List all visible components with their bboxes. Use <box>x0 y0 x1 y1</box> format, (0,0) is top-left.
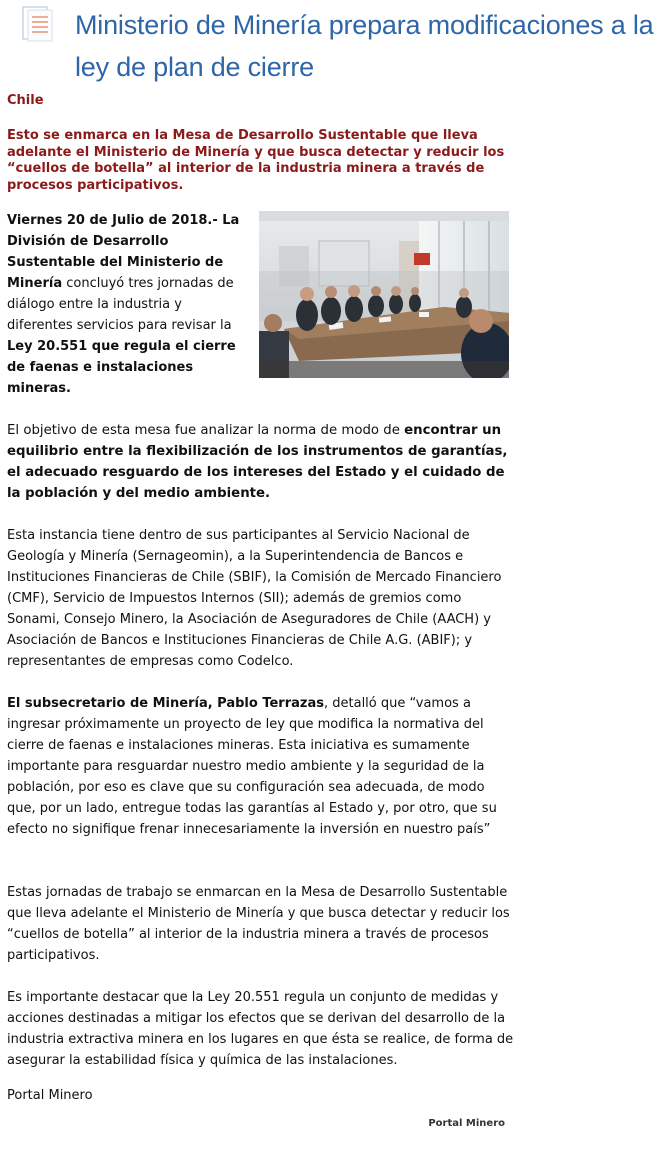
paragraph-objective <box>7 420 515 504</box>
intro-date-bold: Viernes 20 de Julio de 2018.- La División de Desarrollo Sustentable del Ministerio de Minería <box>7 213 240 291</box>
intro-text: concluyó tres jornadas de diálogo entre la industria y diferentes servicios para revisar la <box>7 276 234 333</box>
paragraph-law: Es importante destacar que la Ley 20.551 regula un conjunto de medidas y acciones destinadas a mitigar los efectos que se derivan del desarrollo de la industria extractiva minera en los lugares en que ésta se realice, de forma de asegurar la estabilidad física y química de las instalaciones. <box>7 990 514 1068</box>
objective-bold: encontrar un equilibrio entre la flexibilización de los instrumentos de garantías, el adecuado resguardo de los intereses del Estado y el cuidado de la población y del medio ambiente. <box>7 423 508 501</box>
intro-law-bold: Ley 20.551 que regula el cierre de faenas e instalaciones mineras. <box>7 339 236 396</box>
quote-text: , detalló que “vamos a ingresar próximamente un proyecto de ley que modifica la normativa del cierre de faenas e instalaciones mineras. Esta iniciativa es sumamente importante para resguardar nuestro medio ambiente y la seguridad de la población, por eso es clave que su configuración sea adecuada, de modo que, por un lado, entregue todas las garantías al Estado y, por otro, que su efecto no signifique frenar innecesariamente la inversión en nuestro país” <box>7 696 497 837</box>
meeting-photo <box>259 211 509 378</box>
paragraph-participants: Esta instancia tiene dentro de sus participantes al Servicio Nacional de Geología y Minería (Sernageomin), a la Superintendencia de Bancos e Instituciones Financieras de Chile (SBIF), la Comisión de Mercado Financiero (CMF), Servicio de Impuestos Internos (SII); además de gremios como Sonami, Consejo Minero, la Asociación de Aseguradores de Chile (AACH) y Asociación de Bancos e Instituciones Financieras de Chile A.G. (ABIF); y representantes de empresas como Codelco. <box>7 528 502 669</box>
article-lede: Esto se enmarca en la Mesa de Desarrollo Sustentable que lleva adelante el Ministerio de Minería y que busca detectar y reducir los “cuellos de botella” al interior de la industria minera a través de procesos participativos. <box>7 128 505 193</box>
document-icon <box>22 6 54 42</box>
objective-text: El objetivo de esta mesa fue analizar la norma de modo de <box>7 423 405 438</box>
article-title: Ministerio de Minería prepara modificaciones a la ley de plan de cierre <box>75 10 654 82</box>
paragraph-intro <box>7 210 249 399</box>
quote-speaker-bold: El subsecretario de Minería, Pablo Terrazas <box>7 696 324 711</box>
paragraph-quote <box>7 693 515 840</box>
paragraph-source: Portal Minero <box>7 1088 93 1103</box>
section-label: Chile <box>7 93 44 108</box>
paragraph-context: Estas jornadas de trabajo se enmarcan en la Mesa de Desarrollo Sustentable que lleva adelante el Ministerio de Minería y que busca detectar y reducir los “cuellos de botella” al interior de la industria minera a través de procesos participativos. <box>7 885 510 963</box>
source-credit: Portal Minero <box>428 1118 505 1129</box>
